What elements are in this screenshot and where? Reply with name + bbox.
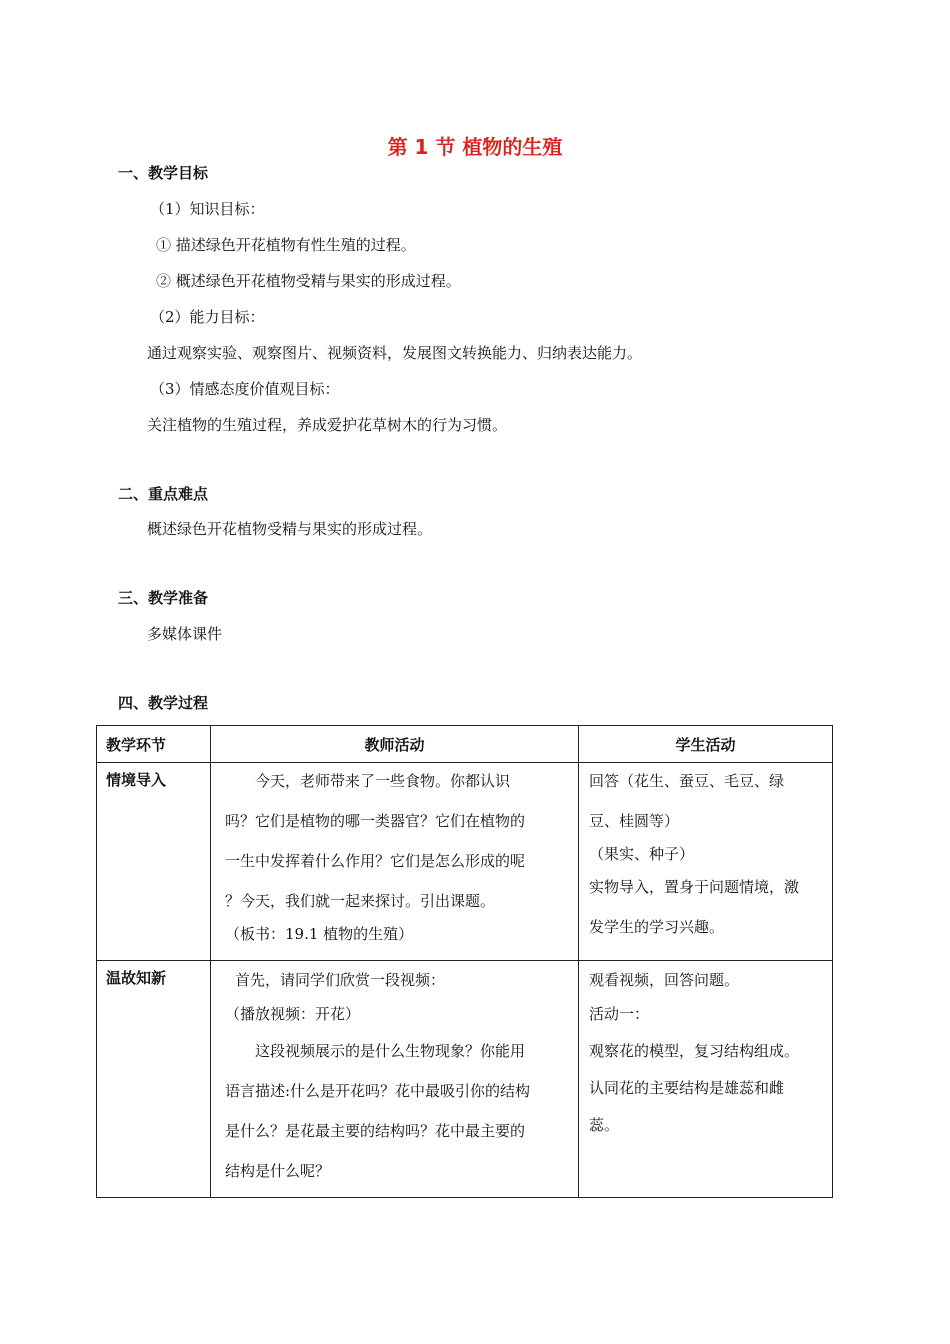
student-activity-cell bbox=[579, 763, 833, 961]
teacher-line: 首先，请同学们欣赏一段视频： bbox=[235, 971, 446, 989]
knowledge-goal-label: （1）知识目标： bbox=[150, 200, 265, 218]
header-stage: 教学环节 bbox=[97, 726, 211, 763]
table-row bbox=[97, 763, 833, 961]
student-line: 实物导入，置身于问题情境，激 bbox=[589, 878, 800, 896]
preparation-text: 多媒体课件 bbox=[147, 625, 223, 643]
student-line: （果实、种子） bbox=[589, 845, 695, 863]
ability-goal-text: 通过观察实验、观察图片、视频资料，发展图文转换能力、归纳表达能力。 bbox=[147, 344, 643, 362]
heading-key-points: 二、重点难点 bbox=[118, 485, 209, 503]
heading-preparation: 三、教学准备 bbox=[118, 589, 209, 607]
heading-goals: 一、教学目标 bbox=[118, 164, 209, 182]
teacher-line: 是什么？是花最主要的结构吗？花中最主要的 bbox=[225, 1122, 526, 1140]
ability-goal-label: （2）能力目标： bbox=[150, 308, 265, 326]
teacher-line: 结构是什么呢？ bbox=[225, 1162, 331, 1180]
emotion-goal-text: 关注植物的生殖过程，养成爱护花草树木的行为习惯。 bbox=[147, 416, 508, 434]
knowledge-goal-item-1: ① 描述绿色开花植物有性生殖的过程。 bbox=[156, 236, 416, 254]
header-teacher: 教师活动 bbox=[211, 726, 579, 763]
student-line: 发学生的学习兴趣。 bbox=[589, 918, 725, 936]
knowledge-goal-item-2: ② 概述绿色开花植物受精与果实的形成过程。 bbox=[156, 272, 461, 290]
teacher-line: （播放视频：开花） bbox=[225, 1005, 361, 1023]
student-line: 蕊。 bbox=[589, 1116, 620, 1134]
heading-process: 四、教学过程 bbox=[118, 694, 209, 712]
teacher-line: 这段视频展示的是什么生物现象？你能用 bbox=[255, 1042, 526, 1060]
student-line: 回答（花生、蚕豆、毛豆、绿 bbox=[589, 772, 785, 790]
student-line: 豆、桂圆等） bbox=[589, 812, 680, 830]
table-header-row bbox=[97, 726, 833, 763]
process-table bbox=[96, 725, 833, 1198]
key-points-text: 概述绿色开花植物受精与果实的形成过程。 bbox=[147, 520, 433, 538]
student-line: 观察花的模型，复习结构组成。 bbox=[589, 1042, 800, 1060]
teacher-line: 今天，老师带来了一些食物。你都认识 bbox=[255, 772, 511, 790]
stage-cell: 温故知新 bbox=[97, 961, 211, 1198]
student-activity-cell bbox=[579, 961, 833, 1198]
stage-cell: 情境导入 bbox=[97, 763, 211, 961]
table-row bbox=[97, 961, 833, 1198]
emotion-goal-label: （3）情感态度价值观目标： bbox=[150, 380, 340, 398]
teacher-line: （板书：19.1 植物的生殖） bbox=[225, 925, 414, 943]
student-line: 活动一： bbox=[589, 1005, 650, 1023]
page-title: 第 1 节 植物的生殖 bbox=[387, 135, 563, 159]
teacher-line: 一生中发挥着什么作用？它们是怎么形成的呢 bbox=[225, 852, 526, 870]
teacher-line: ？今天，我们就一起来探讨。引出课题。 bbox=[225, 892, 496, 910]
student-line: 观看视频，回答问题。 bbox=[589, 971, 740, 989]
header-student: 学生活动 bbox=[579, 726, 833, 763]
teacher-line: 吗？它们是植物的哪一类器官？它们在植物的 bbox=[225, 812, 526, 830]
student-line: 认同花的主要结构是雄蕊和雌 bbox=[589, 1079, 785, 1097]
teacher-activity-cell bbox=[211, 961, 579, 1198]
teacher-activity-cell bbox=[211, 763, 579, 961]
teacher-line: 语言描述:什么是开花吗？花中最吸引你的结构 bbox=[225, 1082, 531, 1100]
